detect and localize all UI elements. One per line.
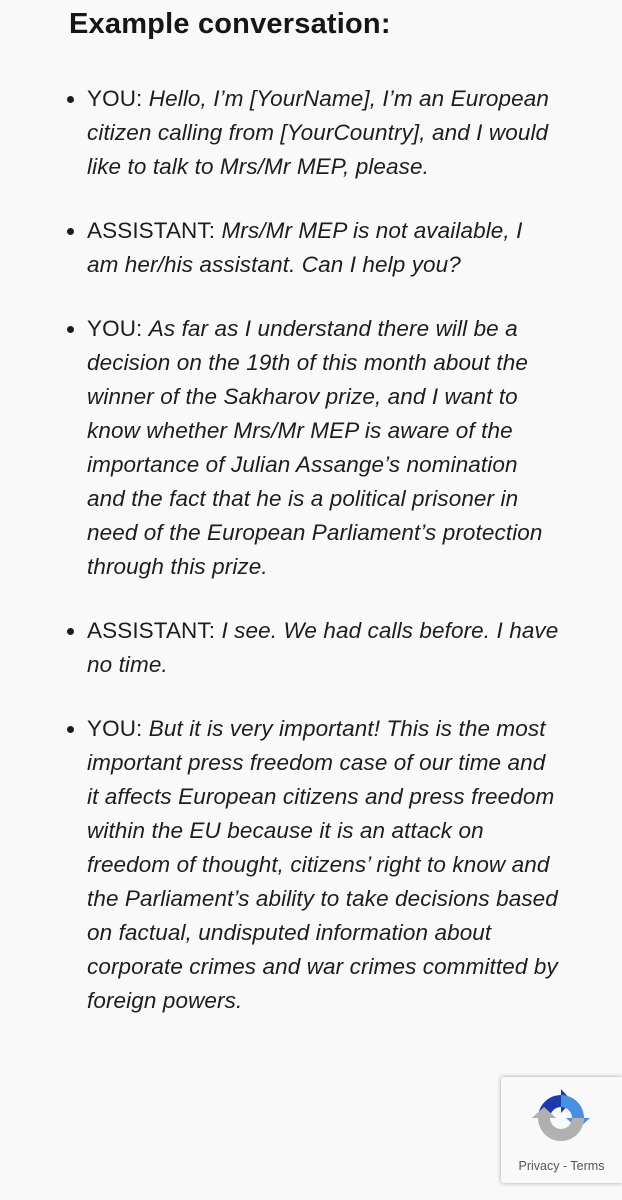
list-item (0, 712, 560, 1018)
recaptcha-links (501, 1157, 622, 1175)
speech-text: But it is very important! This is the most important press freedom case of our time and it affects European citizens and press freedom within the EU because it is an attack on freedom of thought, citizens’ right to know and the Parliament’s ability to take decisions based on factual, undisputed information about corporate crimes and war crimes committed by foreign powers. (87, 716, 558, 1013)
speech-text: As far as I understand there will be a decision on the 19th of this month about the winner of the Sakharov prize, and I want to know whether Mrs/Mr MEP is aware of the importance of Julian Assange’s nomination and the fact that he is a political prisoner in need of the European Parliament’s protection through this prize. (87, 316, 543, 579)
speaker-label: YOU: (87, 86, 149, 111)
recaptcha-badge[interactable] (501, 1077, 622, 1183)
conversation-list (0, 82, 560, 1048)
list-item (0, 82, 560, 184)
link-separator: - (563, 1159, 571, 1173)
recaptcha-logo-icon (528, 1085, 594, 1151)
privacy-link[interactable]: Privacy (518, 1159, 560, 1173)
speech-text: I see. We had calls before. I have no time. (87, 618, 559, 677)
list-item (0, 312, 560, 584)
speech-text: Mrs/Mr MEP is not available, I am her/his assistant. Can I help you? (87, 218, 523, 277)
speaker-label: YOU: (87, 316, 149, 341)
terms-link[interactable]: Terms (570, 1159, 605, 1173)
speaker-label: ASSISTANT: (87, 218, 222, 243)
speaker-label: ASSISTANT: (87, 618, 222, 643)
speaker-label: YOU: (87, 716, 149, 741)
list-item (0, 214, 560, 282)
speech-text: Hello, I’m [YourName], I’m an European citizen calling from [YourCountry], and I would like to talk to Mrs/Mr MEP, please. (87, 86, 549, 179)
list-item (0, 614, 560, 682)
section-heading: Example conversation: (69, 8, 391, 40)
